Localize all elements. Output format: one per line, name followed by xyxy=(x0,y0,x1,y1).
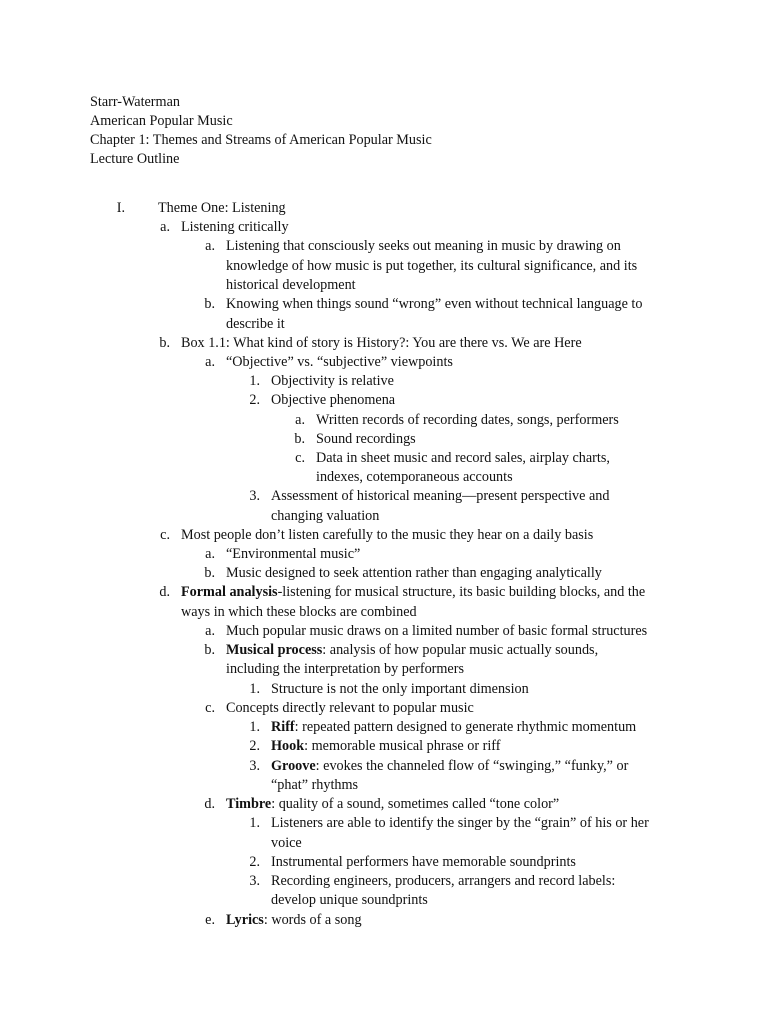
list-item xyxy=(271,718,636,737)
definition-text: : quality of a sound, sometimes called “tone color” xyxy=(271,796,560,812)
list-item: Instrumental performers have memorable soundprints xyxy=(271,854,576,870)
term-formal-analysis: Formal analysis xyxy=(181,584,278,600)
list-marker: b. xyxy=(204,565,215,581)
list-marker: 2. xyxy=(249,854,260,870)
term-timbre: Timbre xyxy=(226,796,272,812)
definition-text: : repeated pattern designed to generate rhythmic momentum xyxy=(294,719,637,735)
list-item: Much popular music draws on a limited number of basic formal structures xyxy=(226,623,648,639)
list-item: Structure is not the only important dimension xyxy=(271,681,529,697)
list-item: Recording engineers, producers, arrangers and record labels: xyxy=(271,873,616,889)
list-item: Assessment of historical meaning—present perspective and xyxy=(271,488,610,504)
list-marker: c. xyxy=(205,700,215,716)
list-marker: a. xyxy=(205,623,215,639)
list-item-continued: historical development xyxy=(226,277,356,293)
list-marker: b. xyxy=(204,296,215,312)
list-item: Listeners are able to identify the singer by the “grain” of his or her xyxy=(271,815,649,831)
list-item: Knowing when things sound “wrong” even without technical language to xyxy=(226,296,643,312)
term-hook: Hook xyxy=(271,738,305,754)
list-item: Box 1.1: What kind of story is History?: You are there vs. We are Here xyxy=(181,335,582,351)
list-marker: d. xyxy=(159,584,170,600)
list-item: Concepts directly relevant to popular music xyxy=(226,700,474,716)
list-item-continued: ways in which these blocks are combined xyxy=(181,604,417,620)
definition-text: : evokes the channeled flow of “swinging,” “funky,” or xyxy=(315,758,629,774)
list-marker: b. xyxy=(204,642,215,658)
list-marker: a. xyxy=(205,238,215,254)
list-item-continued: develop unique soundprints xyxy=(271,892,428,908)
list-item: Objectivity is relative xyxy=(271,373,394,389)
list-marker: 1. xyxy=(249,719,260,735)
definition-text: -listening for musical structure, its basic building blocks, and the xyxy=(277,584,646,600)
list-item: Data in sheet music and record sales, airplay charts, xyxy=(316,450,610,466)
term-lyrics: Lyrics xyxy=(226,912,264,928)
list-item xyxy=(226,911,362,930)
definition-text: : memorable musical phrase or riff xyxy=(304,738,501,754)
list-item: “Environmental music” xyxy=(226,546,361,562)
list-item-continued: describe it xyxy=(226,316,285,332)
list-marker: 1. xyxy=(249,681,260,697)
list-item-continued: knowledge of how music is put together, its cultural significance, and its xyxy=(226,258,638,274)
list-item: Most people don’t listen carefully to the music they hear on a daily basis xyxy=(181,527,594,543)
section-title: Theme One: Listening xyxy=(158,200,286,216)
list-item xyxy=(271,737,500,756)
list-marker: e. xyxy=(205,912,215,928)
definition-text: : words of a song xyxy=(263,912,362,928)
list-item-continued: indexes, cotemporaneous accounts xyxy=(316,469,513,485)
list-item-continued: changing valuation xyxy=(271,508,380,524)
list-marker: 3. xyxy=(249,758,260,774)
list-item: Listening that consciously seeks out meaning in music by drawing on xyxy=(226,238,621,254)
list-item xyxy=(226,795,559,814)
term-musical-process: Musical process xyxy=(226,642,323,658)
list-marker: 2. xyxy=(249,738,260,754)
term-riff: Riff xyxy=(271,719,295,735)
list-item-continued: voice xyxy=(271,835,302,851)
definition-text: : analysis of how popular music actually sounds, xyxy=(322,642,599,658)
list-item: Objective phenomena xyxy=(271,392,396,408)
list-marker: a. xyxy=(160,219,170,235)
list-marker: a. xyxy=(205,354,215,370)
chapter-title: Chapter 1: Themes and Streams of American Popular Music xyxy=(90,132,432,148)
list-marker: a. xyxy=(205,546,215,562)
list-marker: c. xyxy=(160,527,170,543)
list-marker: 3. xyxy=(249,873,260,889)
list-item xyxy=(226,641,598,660)
list-item-continued: “phat” rhythms xyxy=(271,777,359,793)
term-groove: Groove xyxy=(271,758,316,774)
list-marker: b. xyxy=(159,335,170,351)
list-item xyxy=(271,757,628,776)
list-marker: 2. xyxy=(249,392,260,408)
list-item: Music designed to seek attention rather than engaging analytically xyxy=(226,565,602,581)
list-marker: d. xyxy=(204,796,215,812)
list-marker: 1. xyxy=(249,373,260,389)
list-item: Sound recordings xyxy=(316,431,416,447)
list-marker: 3. xyxy=(249,488,260,504)
list-item-continued: including the interpretation by performers xyxy=(226,661,464,677)
list-marker: b. xyxy=(294,431,305,447)
list-marker: a. xyxy=(295,412,305,428)
author-line: Starr-Waterman xyxy=(90,94,180,110)
book-title: American Popular Music xyxy=(90,113,233,129)
list-item xyxy=(181,583,645,602)
list-item: Written records of recording dates, songs, performers xyxy=(316,412,619,428)
list-item: “Objective” vs. “subjective” viewpoints xyxy=(226,354,453,370)
list-marker: 1. xyxy=(249,815,260,831)
section-marker: I. xyxy=(116,200,125,216)
list-marker: c. xyxy=(295,450,305,466)
document-type: Lecture Outline xyxy=(90,151,180,167)
list-item: Listening critically xyxy=(181,219,289,235)
